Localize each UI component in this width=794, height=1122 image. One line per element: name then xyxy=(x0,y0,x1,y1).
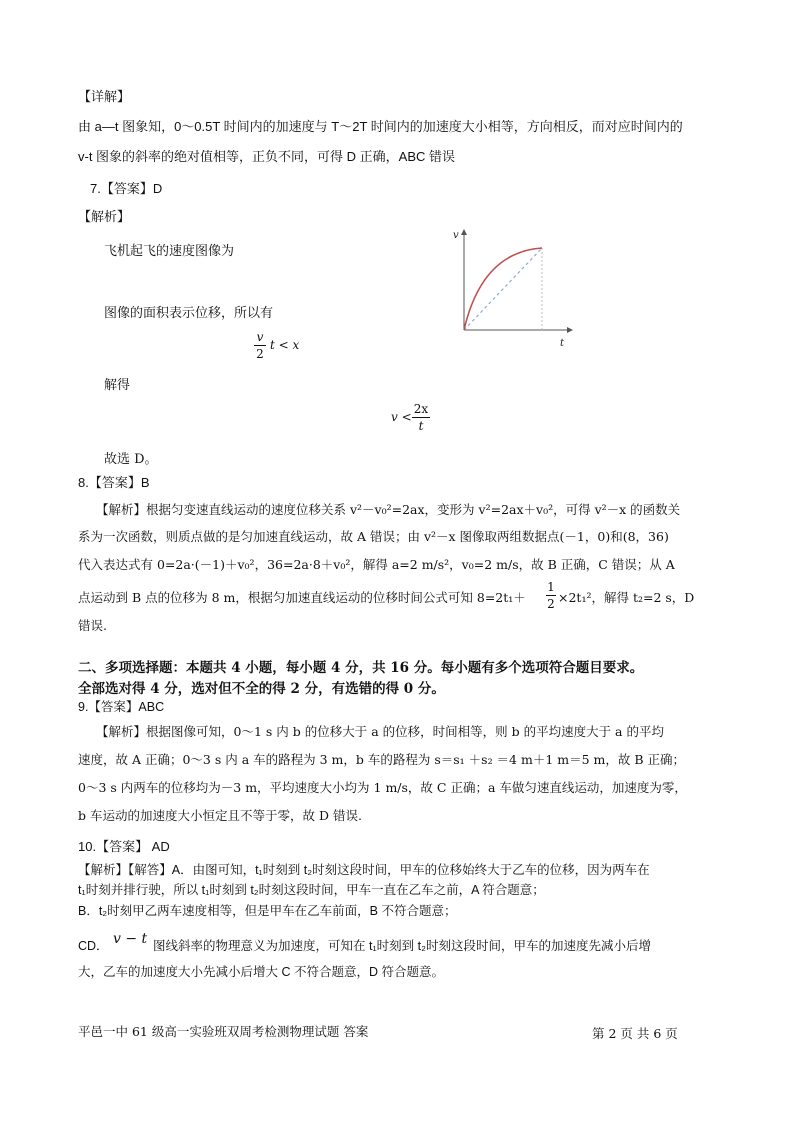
q7-ineq1-numerator: v xyxy=(256,330,264,344)
q7-graph-y-label: v xyxy=(453,230,459,241)
q9-line-2: 速度，故 A 正确；0～3 s 内 a 车的路程为 3 m，b 车的路程为 s＝s₁ ＋s₂ ＝4 m＋1 m＝5 m，故 B 正确； xyxy=(78,752,686,767)
q7-ineq1-fraction xyxy=(254,330,266,361)
q9-answer: 9.【答案】ABC xyxy=(78,700,165,714)
q7-ineq2-denominator: t xyxy=(418,419,424,433)
q8-fraction-half xyxy=(546,580,556,611)
q8-line-1: 【解析】根据匀变速直线运动的速度位移关系 v²－v₀²=2ax，变形为 v²=2ax＋v₀²，可得 v²－x 的函数关 xyxy=(96,502,681,517)
detail-line-2: v-t 图象的斜率的绝对值相等，正负不同，可得 D 正确，ABC 错误 xyxy=(78,149,456,164)
q9-line-3: 0～3 s 内两车的位移均为－3 m，平均速度大小均为 1 m/s，故 C 正确；a 车做匀速直线运动，加速度为零， xyxy=(78,780,687,795)
q7-text-2: 图像的面积表示位移，所以有 xyxy=(104,306,274,321)
q8-line-2: 系为一次函数，则质点做的是匀加速直线运动，故 A 错误；由 v²－x 图像取两组数据点(－1，0)和(8，36) xyxy=(78,529,669,544)
q7-ineq1-rest: t < x xyxy=(270,338,300,352)
q7-text-1: 飞机起飞的速度图像为 xyxy=(104,244,235,259)
q10-line-3: B．t₂时刻甲乙两车速度相等，但是甲车在乙车前面，B 不符合题意； xyxy=(78,904,457,918)
q8-line-5: 错误. xyxy=(78,618,107,633)
q7-velocity-graph xyxy=(446,224,578,348)
q10-line-1: 【解析】【解答】A．由图可知，t₁时刻到 t₂时刻这段时间，甲车的位移始终大于乙车的位移，因为两车在 xyxy=(78,863,650,877)
q8-line-3: 代入表达式有 0=2a·(－1)＋v₀²，36=2a·8＋v₀²，解得 a=2 m/s²，v₀=2 m/s，故 B 正确，C 错误；从 A xyxy=(78,557,675,572)
q8-answer: 8.【答案】B xyxy=(78,475,150,490)
q10-answer: 10.【答案】 AD xyxy=(78,839,170,854)
q7-ineq2-numerator: 2x xyxy=(413,402,429,416)
q7-ineq2-fraction xyxy=(412,402,430,433)
q8-fraction-numerator: 1 xyxy=(547,580,555,594)
section2-line-1: 二、多项选择题：本题共 4 小题，每小题 4 分，共 16 分。每小题有多个选项符合题目要求。 xyxy=(78,660,644,676)
q9-line-4: b 车运动的加速度大小恒定且不等于零，故 D 错误. xyxy=(78,808,362,823)
q7-ineq1-denominator: 2 xyxy=(256,347,264,361)
q7-conclusion: 故选 D。 xyxy=(104,452,158,467)
q8-line-4b: ×2t₁²，解得 t₂=2 s，D xyxy=(558,590,695,605)
q9-line-1: 【解析】根据图像可知，0～1 s 内 b 的位移大于 a 的位移，时间相等，则 b 的平均速度大于 a 的平均 xyxy=(96,724,664,739)
q10-line-4a: CD． xyxy=(78,939,109,953)
q7-graph-diagonal-line xyxy=(464,248,542,330)
q7-answer: 7.【答案】D xyxy=(90,181,163,196)
q10-line-2: t₁时刻并排行驶，所以 t₁时刻到 t₂时刻这段时间，甲车一直在乙车之前，A 符合题意； xyxy=(78,883,545,897)
q7-text-3: 解得 xyxy=(104,378,131,393)
q10-vt-formula: v − t xyxy=(113,931,148,947)
q7-analysis-heading: 【解析】 xyxy=(78,209,131,224)
footer-page-number: 第 2 页 共 6 页 xyxy=(592,1026,678,1041)
footer-title: 平邑一中 61 级高一实验班双周考检测物理试题 答案 xyxy=(78,1024,369,1039)
q8-line-4a: 点运动到 B 点的位移为 8 m，根据匀加速直线运动的位移时间公式可知 8=2t₁＋ xyxy=(78,590,526,605)
detail-heading: 【详解】 xyxy=(78,89,131,104)
q10-line-4b: 图线斜率的物理意义为加速度，可知在 t₁时刻到 t₂时刻这段时间，甲车的加速度先减小后增 xyxy=(153,939,651,953)
q7-ineq2-left: v < xyxy=(391,410,412,424)
q10-line-5: 大，乙车的加速度大小先减小后增大 C 不符合题意，D 符合题意。 xyxy=(78,965,444,979)
section2-line-2: 全部选对得 4 分，选对但不全的得 2 分，有选错的得 0 分。 xyxy=(78,681,445,697)
q7-graph-x-label: t xyxy=(560,338,565,348)
q8-fraction-denominator: 2 xyxy=(547,597,555,611)
detail-line-1: 由 a—t 图象知，0～0.5T 时间内的加速度与 T～2T 时间内的加速度大小相等，方向相反，而对应时间内的 xyxy=(78,119,683,134)
